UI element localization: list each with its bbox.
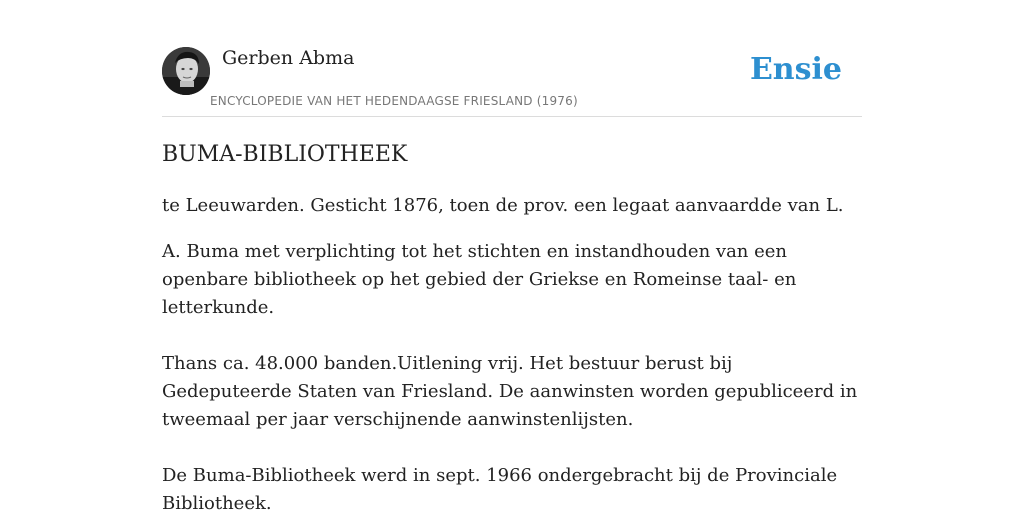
article-paragraph: De Buma-Bibliotheek werd in sept. 1966 ondergebracht bij de Provinciale Bibliotheek. xyxy=(162,465,838,512)
author-name[interactable]: Gerben Abma xyxy=(222,47,355,69)
article-title: BUMA-BIBLIOTHEEK xyxy=(162,142,408,167)
header xyxy=(162,46,862,117)
source-label: ENCYCLOPEDIE VAN HET HEDENDAAGSE FRIESLAND (1976) xyxy=(210,94,578,108)
article-paragraph: te Leeuwarden. Gesticht 1876, toen de prov. een legaat aanvaardde van L. xyxy=(162,195,844,216)
article-body xyxy=(162,192,862,512)
article-paragraph: Thans ca. 48.000 banden.Uitlening vrij. Het bestuur berust bij Gedeputeerde Staten van Friesland. De aanwinsten worden gepubliceerd in tweemaal per jaar verschijnende aanwinstenlijsten. xyxy=(162,353,858,430)
site-logo[interactable]: Ensie xyxy=(749,52,842,87)
article-paragraph: A. Buma met verplichting tot het stichten en instandhouden van een openbare bibliotheek op het gebied der Griekse en Romeinse taal- en letterkunde. xyxy=(162,241,797,318)
author-portrait-icon xyxy=(162,47,210,95)
author-avatar[interactable] xyxy=(162,47,210,95)
